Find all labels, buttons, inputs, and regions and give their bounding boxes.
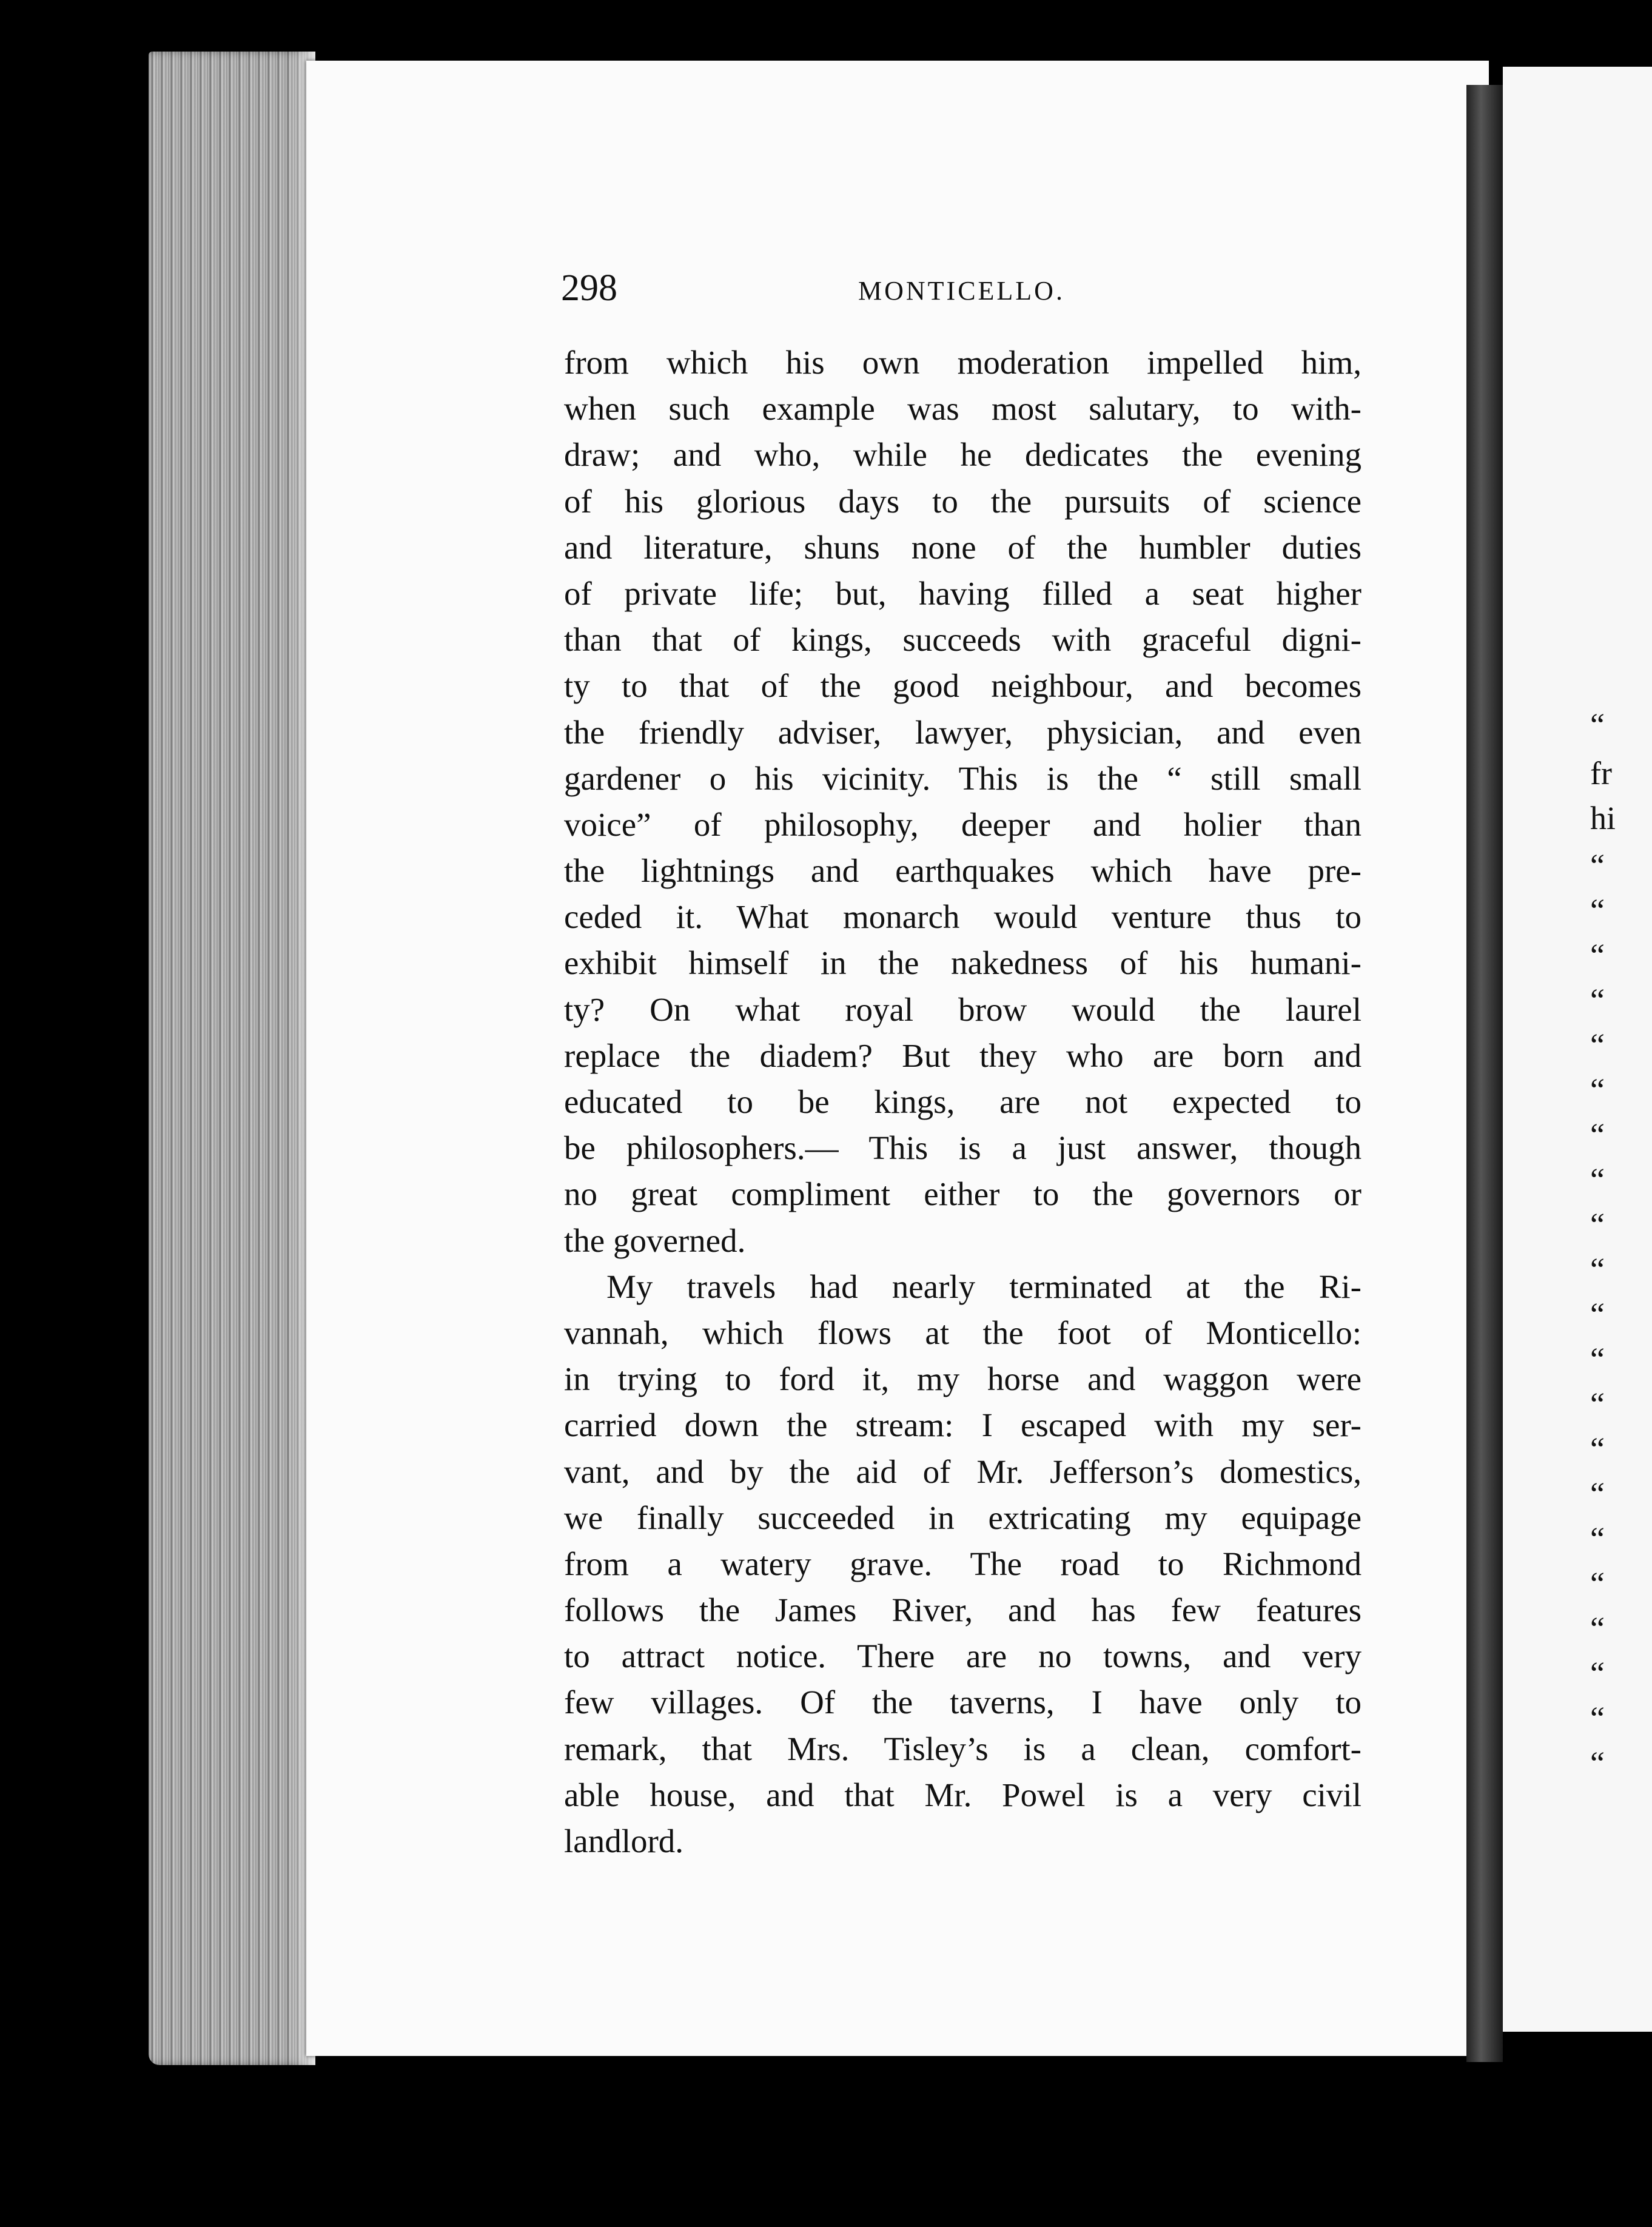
page-number: 298 [561, 267, 617, 309]
text-line: of his glorious days to the pursuits of science [564, 482, 1362, 520]
facing-page-fragment: “ [1590, 1072, 1605, 1108]
text-line: few villages. Of the taverns, I have only to [564, 1684, 1362, 1721]
text-line: gardener o his vicinity. This is the “ still small [564, 759, 1362, 797]
text-line: from a watery grave. The road to Richmond [564, 1545, 1362, 1582]
text-line: able house, and that Mr. Powel is a very civil [564, 1776, 1362, 1813]
text-line: to attract notice. There are no towns, and very [564, 1638, 1362, 1675]
facing-page-fragment: “ [1590, 1161, 1605, 1198]
facing-page-fragment: “ [1590, 707, 1605, 743]
text-line: than that of kings, succeeds with graceful digni- [564, 621, 1362, 659]
text-line: vannah, which flows at the foot of Monticello: [564, 1314, 1362, 1351]
facing-page-fragment: “ [1590, 1027, 1605, 1063]
text-line: we finally succeeded in extricating my equipage [564, 1499, 1362, 1536]
facing-page-fragment: “ [1590, 1206, 1605, 1243]
text-line: replace the diadem? But they who are born and [564, 1036, 1362, 1074]
running-head [561, 267, 1349, 315]
text-line: the lightnings and earthquakes which have pre- [564, 852, 1362, 890]
text-line: landlord. [564, 1822, 684, 1859]
text-line: vant, and by the aid of Mr. Jefferson’s domestics, [564, 1453, 1362, 1490]
gutter-shadow [1466, 85, 1503, 2062]
facing-page-fragment: fr [1590, 755, 1612, 791]
text-line: educated to be kings, are not expected to [564, 1083, 1362, 1120]
facing-page-fragment: “ [1590, 1476, 1605, 1512]
page-edges [149, 52, 315, 2065]
facing-page-fragment: “ [1590, 982, 1605, 1018]
text-line: My travels had nearly terminated at the Ri- [606, 1268, 1362, 1305]
text-line: from which his own moderation impelled him, [564, 344, 1362, 381]
text-line: the friendly adviser, lawyer, physician, and even [564, 713, 1362, 751]
facing-page-fragment: “ [1590, 1655, 1605, 1691]
text-line: draw; and who, while he dedicates the evening [564, 436, 1362, 474]
facing-page-fragment: “ [1590, 1117, 1605, 1153]
facing-page-fragment: “ [1590, 1431, 1605, 1467]
facing-page-fragment: “ [1590, 1386, 1605, 1422]
text-line: ty? On what royal brow would the laurel [564, 990, 1362, 1028]
facing-page-fragment: “ [1590, 847, 1605, 884]
running-title: MONTICELLO. [858, 276, 1065, 306]
facing-page-fragment: “ [1590, 1565, 1605, 1602]
text-line: carried down the stream: I escaped with my ser- [564, 1406, 1362, 1444]
text-line: in trying to ford it, my horse and waggon were [564, 1360, 1362, 1398]
facing-page-fragment: “ [1590, 1341, 1605, 1377]
text-line: exhibit himself in the nakedness of his humani- [564, 944, 1362, 982]
facing-page-fragment: “ [1590, 1745, 1605, 1781]
text-line: ty to that of the good neighbour, and becomes [564, 667, 1362, 705]
body-text [564, 340, 1362, 1864]
text-line: the governed. [564, 1221, 746, 1259]
facing-page-fragment: “ [1590, 1520, 1605, 1557]
facing-page-fragment: “ [1590, 1610, 1605, 1647]
text-line: remark, that Mrs. Tisley’s is a clean, comfort- [564, 1730, 1362, 1767]
facing-page-fragment: “ [1590, 1296, 1605, 1332]
text-line: when such example was most salutary, to with- [564, 390, 1362, 428]
text-line: voice” of philosophy, deeper and holier than [564, 805, 1362, 843]
facing-page-fragment: hi [1590, 800, 1616, 836]
text-line: follows the James River, and has few features [564, 1591, 1362, 1629]
facing-page-fragment: “ [1590, 1700, 1605, 1736]
facing-page-fragment: “ [1590, 937, 1605, 973]
text-line: be philosophers.— This is a just answer, though [564, 1129, 1362, 1167]
text-line: no great compliment either to the governors or [564, 1175, 1362, 1213]
text-line: of private life; but, having filled a seat higher [564, 574, 1362, 612]
text-line: ceded it. What monarch would venture thus to [564, 898, 1362, 936]
facing-page-fragment: “ [1590, 1251, 1605, 1288]
facing-page-fragment: “ [1590, 892, 1605, 929]
text-line: and literature, shuns none of the humbler duties [564, 528, 1362, 566]
facing-page [1503, 67, 1652, 2032]
